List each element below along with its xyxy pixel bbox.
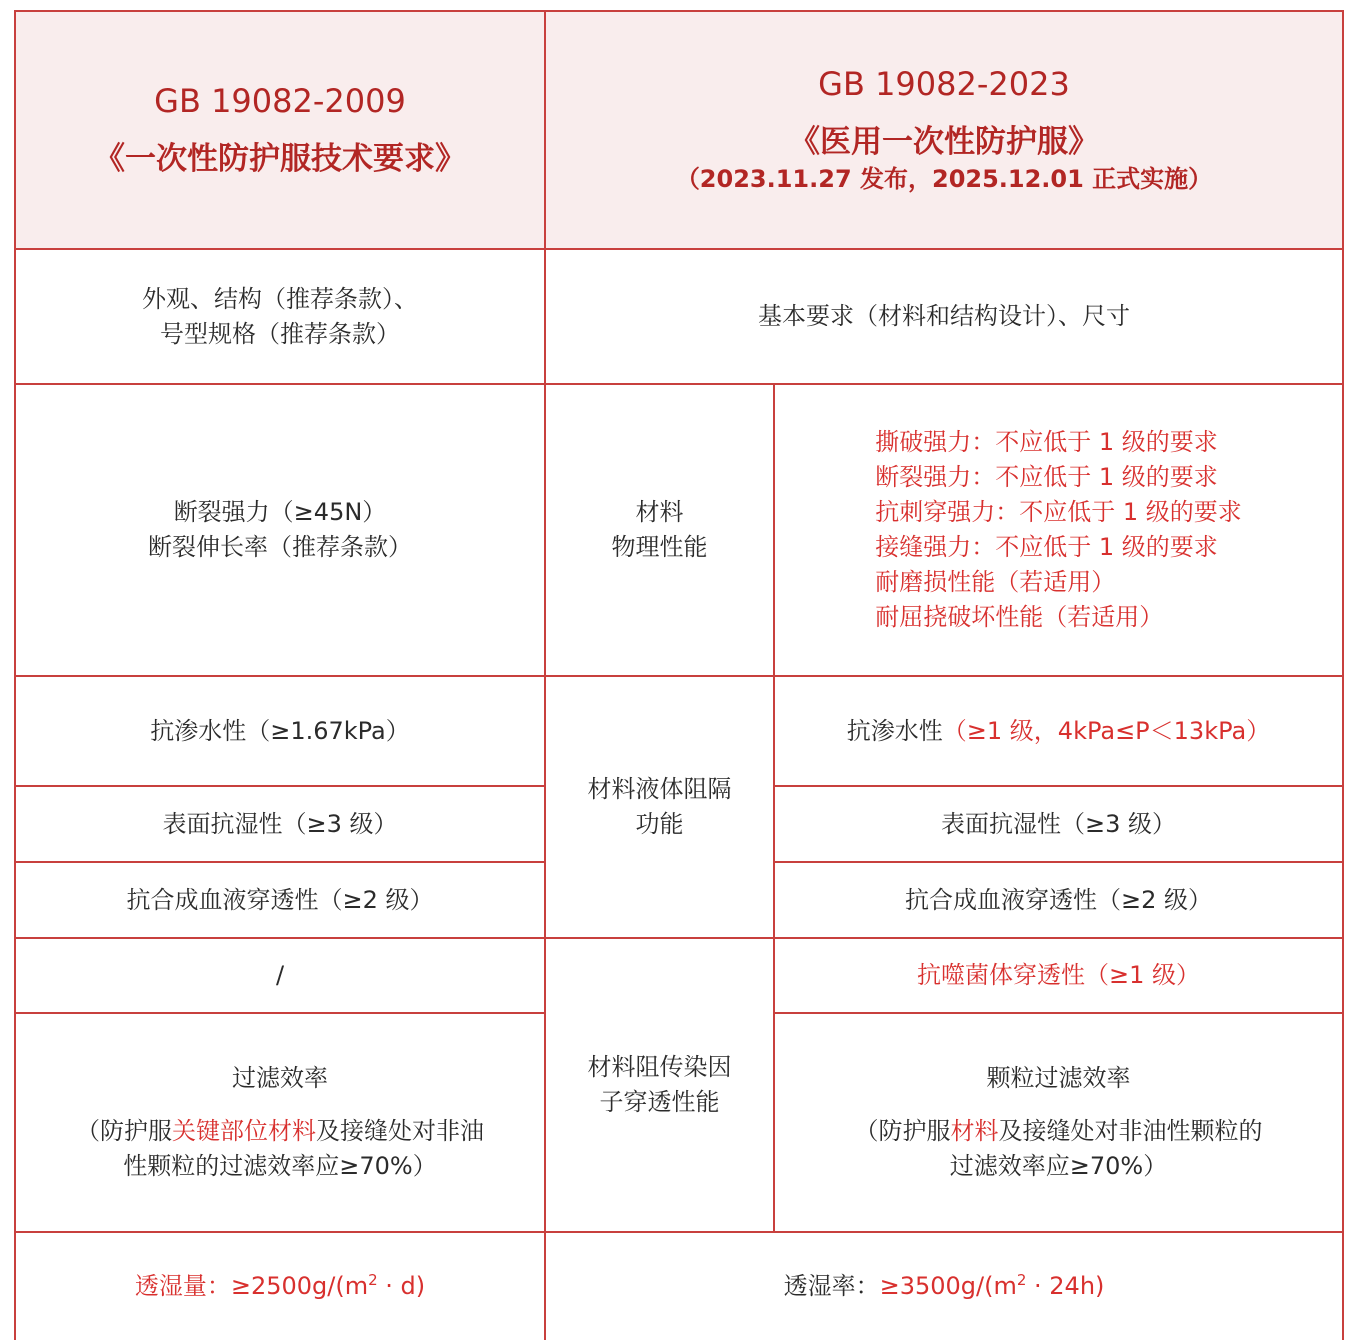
new-phage-cell: 抗噬菌体穿透性（≥1 级） [774, 938, 1343, 1013]
new-permeability-value: $\ge 3500g/(m^2 \cdot 24h)$ [879, 1271, 1105, 1300]
infection-category-line-1: 材料阻传染因 [587, 1053, 732, 1081]
new-filter-title: 颗粒过滤效率 [986, 1064, 1131, 1092]
old-physical-line-1: 断裂强力（≥45N） [173, 498, 387, 526]
new-permeability-cell [545, 1232, 1343, 1340]
old-phage-cell: / [15, 938, 545, 1013]
new-filter-desc-line-1: （防护服材料及接缝处对非油性颗粒的 [854, 1117, 1263, 1145]
standards-comparison-table [14, 10, 1344, 1340]
old-standard-header [15, 11, 545, 249]
old-filter-highlight: 关键部位材料 [172, 1117, 316, 1145]
moisture-permeability-row [15, 1232, 1343, 1340]
old-water-cell: 抗渗水性（≥1.67kPa） [15, 676, 545, 786]
new-basic-cell: 基本要求（材料和结构设计）、尺寸 [545, 249, 1343, 384]
new-water-value: （≥1 级，4kPa≤P＜13kPa） [942, 716, 1271, 745]
old-physical-line-2: 断裂伸长率（推荐条款） [148, 533, 412, 561]
new-permeability-label: 透湿率： [783, 1272, 880, 1300]
new-blood-cell: 抗合成血液穿透性（≥2 级） [774, 862, 1343, 938]
old-permeability-cell: 透湿量：$\ge 2500g/(m^2 \cdot d)$ [15, 1232, 545, 1340]
new-standard-title: 《医用一次性防护服》 [789, 124, 1099, 160]
new-filter-highlight: 材料 [950, 1117, 999, 1145]
physical-category-line-2: 物理性能 [611, 533, 708, 561]
old-standard-code: GB 19082-2009 [154, 82, 406, 120]
liquid-category-line-1: 材料液体阻隔 [587, 775, 732, 803]
physical-row [15, 384, 1343, 676]
phage-row [15, 938, 1343, 1013]
new-physical-item: 断裂强力：不应低于 1 级的要求 [875, 463, 1218, 491]
new-standard-date: （2023.11.27 发布，2025.12.01 正式实施） [675, 165, 1213, 193]
new-moisture-cell: 表面抗湿性（≥3 级） [774, 786, 1343, 862]
new-filter-desc-line-2: 过滤效率应≥70%） [949, 1152, 1168, 1180]
header-row [15, 11, 1343, 249]
new-physical-list [875, 425, 1242, 635]
old-filter-desc-line-2: 性颗粒的过滤效率应≥70%） [123, 1152, 437, 1180]
old-physical-cell [15, 384, 545, 676]
liquid-category-line-2: 功能 [635, 810, 684, 838]
physical-category-line-1: 材料 [635, 498, 684, 526]
new-physical-item: 撕破强力：不应低于 1 级的要求 [875, 428, 1218, 456]
old-filter-title: 过滤效率 [232, 1064, 328, 1092]
old-filter-cell [15, 1013, 545, 1232]
new-filter-cell [774, 1013, 1343, 1232]
new-physical-item: 抗刺穿强力：不应低于 1 级的要求 [875, 498, 1242, 526]
water-row [15, 676, 1343, 786]
new-standard-code: GB 19082-2023 [818, 65, 1070, 103]
old-basic-line-2: 号型规格（推荐条款） [160, 319, 400, 348]
physical-category-cell [545, 384, 774, 676]
new-water-cell [774, 676, 1343, 786]
infection-category-line-2: 子穿透性能 [599, 1088, 720, 1116]
liquid-category-cell [545, 676, 774, 938]
infection-category-cell [545, 938, 774, 1232]
basic-row [15, 249, 1343, 384]
old-basic-cell [15, 249, 545, 384]
new-water-label: 抗渗水性 [846, 716, 943, 745]
new-physical-item: 耐磨损性能（若适用） [875, 568, 1116, 596]
new-physical-cell [774, 384, 1343, 676]
old-basic-line-1: 外观、结构（推荐条款）、 [142, 284, 418, 313]
old-standard-title: 《一次性防护服技术要求》 [94, 141, 466, 177]
new-physical-item: 接缝强力：不应低于 1 级的要求 [875, 533, 1218, 561]
old-filter-desc-line-1: （防护服关键部位材料及接缝处对非油 [76, 1117, 484, 1145]
old-blood-cell: 抗合成血液穿透性（≥2 级） [15, 862, 545, 938]
new-standard-header [545, 11, 1343, 249]
old-moisture-cell: 表面抗湿性（≥3 级） [15, 786, 545, 862]
new-physical-item: 耐屈挠破坏性能（若适用） [875, 603, 1164, 631]
